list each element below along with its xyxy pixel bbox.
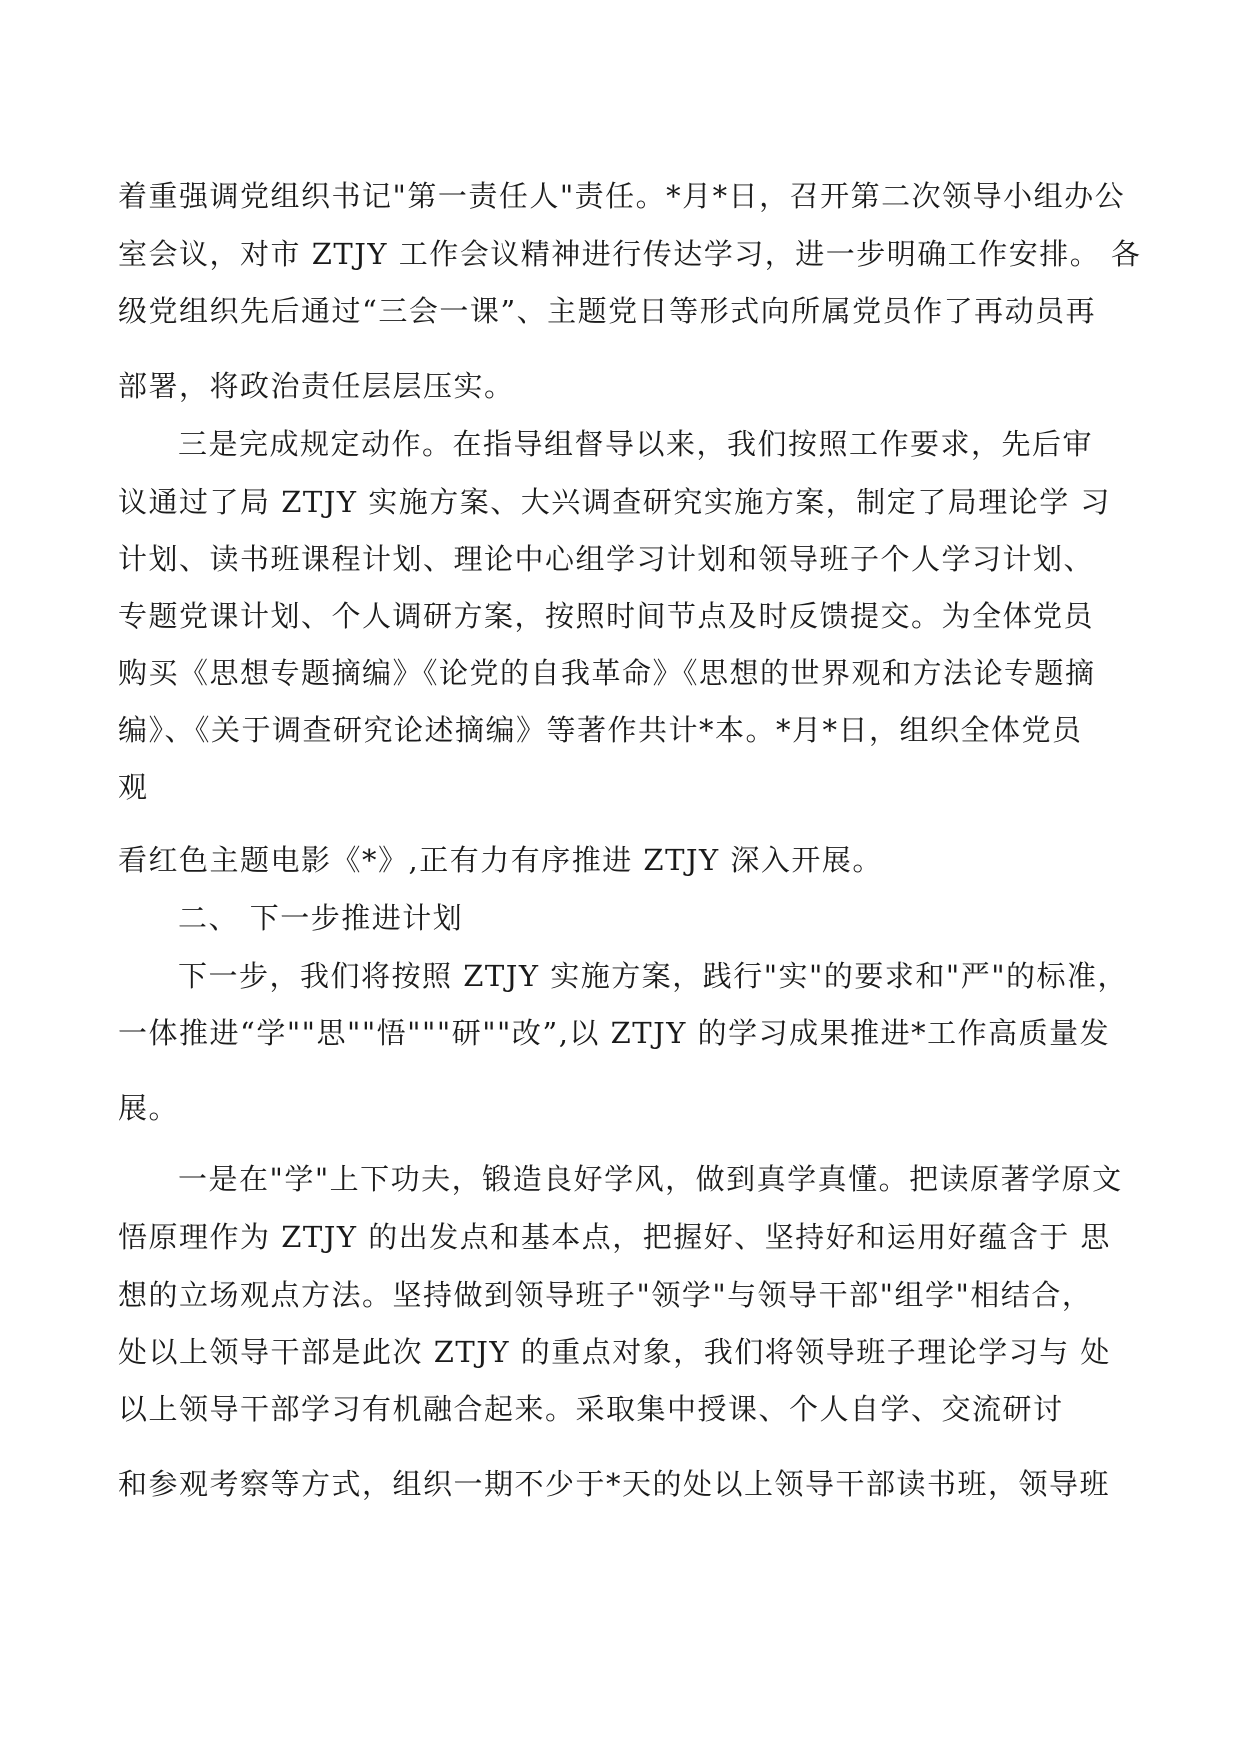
text-line: 级党组织先后通过“三会一课”、主题党日等形式向所属党员作了再动员再 bbox=[118, 294, 1097, 328]
text-line: 计划、读书班课程计划、理论中心组学习计划和领导班子个人学习计划、 bbox=[118, 542, 1095, 576]
text-line: 悟原理作为 ZTJY 的出发点和基本点，把握好、坚持好和运用好蕴含于 思 bbox=[118, 1220, 1111, 1254]
text-line: 以上领导干部学习有机融合起来。采取集中授课、个人自学、交流研讨 bbox=[118, 1392, 1064, 1426]
text-line: 编》、《关于调查研究论述摘编》等著作共计*本。*月*日，组织全体党员 bbox=[118, 713, 1083, 747]
text-line: 一是在"学"上下功夫，锻造良好学风，做到真学真懂。把读原著学原文 bbox=[178, 1162, 1123, 1196]
section-heading: 二、 下一步推进计划 bbox=[178, 901, 464, 935]
text-line: 展。 bbox=[118, 1091, 180, 1125]
text-line: 处以上领导干部是此次 ZTJY 的重点对象，我们将领导班子理论学习与 处 bbox=[118, 1335, 1111, 1369]
text-line: 下一步，我们将按照 ZTJY 实施方案，践行"实"的要求和"严"的标准， bbox=[178, 959, 1129, 993]
text-line: 部署，将政治责任层层压实。 bbox=[118, 369, 515, 403]
text-line: 和参观考察等方式，组织一期不少于*天的处以上领导干部读书班，领导班 bbox=[118, 1467, 1111, 1501]
text-line: 想的立场观点方法。坚持做到领导班子"领学"与领导干部"组学"相结合， bbox=[118, 1278, 1093, 1312]
text-line: 专题党课计划、个人调研方案，按照时间节点及时反馈提交。为全体党员 bbox=[118, 599, 1095, 633]
text-line: 购买《思想专题摘编》《论党的自我革命》《思想的世界观和方法论专题摘 bbox=[118, 656, 1096, 690]
text-line: 看红色主题电影《*》,正有力有序推进 ZTJY 深入开展。 bbox=[118, 843, 883, 877]
text-line: 着重强调党组织书记"第一责任人"责任。*月*日，召开第二次领导小组办公 bbox=[118, 179, 1126, 213]
text-line: 三是完成规定动作。在指导组督导以来，我们按照工作要求，先后审 bbox=[178, 427, 1094, 461]
text-line: 一体推进“学""思""悟"""研""改”,以 ZTJY 的学习成果推进*工作高质量发 bbox=[118, 1016, 1111, 1050]
text-line: 室会议，对市 ZTJY 工作会议精神进行传达学习，进一步明确工作安排。 各 bbox=[118, 237, 1142, 271]
text-line: 议通过了局 ZTJY 实施方案、大兴调查研究实施方案，制定了局理论学 习 bbox=[118, 485, 1111, 519]
text-line: 观 bbox=[118, 770, 149, 804]
